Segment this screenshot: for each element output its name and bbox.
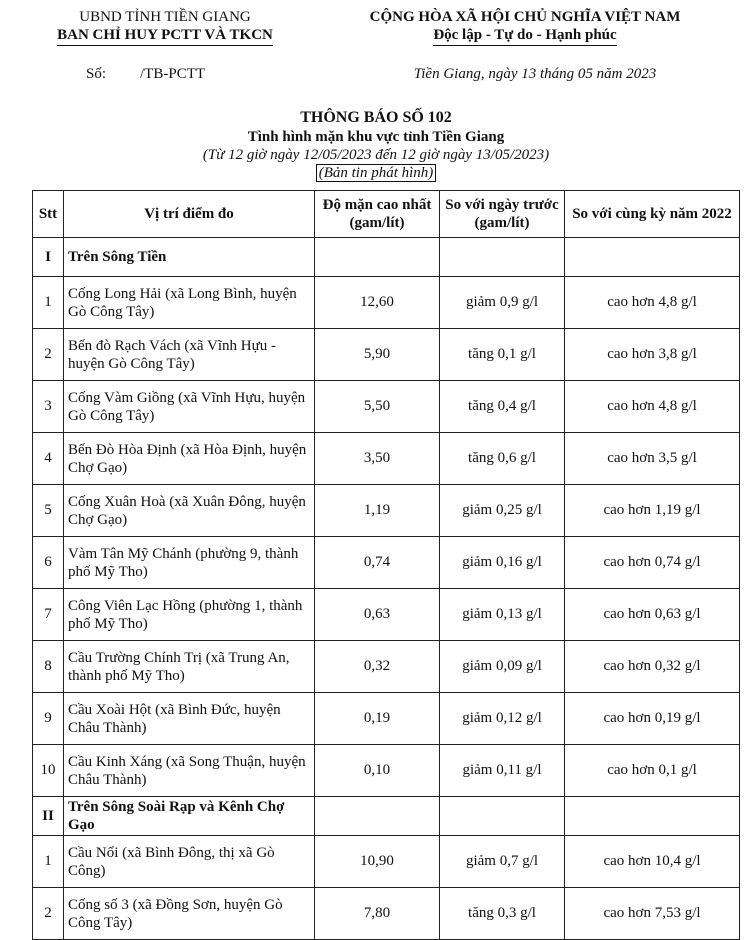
header-max-salinity: Độ mặn cao nhất (gam/lít) — [315, 191, 440, 238]
cell-location: Cầu Kinh Xáng (xã Song Thuận, huyện Châu Thành) — [64, 745, 315, 797]
nation-line1: CỘNG HÒA XÃ HỘI CHỦ NGHĨA VIỆT NAM — [369, 9, 681, 25]
cell-location: Bến Đò Hòa Định (xã Hòa Định, huyện Chợ Gạo) — [64, 433, 315, 485]
cell-location: Cống số 3 (xã Đồng Sơn, huyện Gò Công Tây) — [64, 888, 315, 940]
cell-vs-last-year: cao hơn 3,5 g/l — [565, 433, 740, 485]
cell-location: Vàm Tân Mỹ Chánh (phường 9, thành phố Mỹ Tho) — [64, 537, 315, 589]
empty-cell — [315, 797, 440, 836]
empty-cell — [440, 238, 565, 277]
cell-vs-previous-day: giảm 0,11 g/l — [440, 745, 565, 797]
header-vs-last-year: So với cùng kỳ năm 2022 — [565, 191, 740, 238]
document-number — [86, 66, 205, 83]
cell-stt: 7 — [33, 589, 64, 641]
cell-vs-previous-day: giảm 0,7 g/l — [440, 836, 565, 888]
cell-vs-last-year: cao hơn 0,19 g/l — [565, 693, 740, 745]
table-row — [33, 693, 740, 745]
cell-max-salinity: 0,19 — [315, 693, 440, 745]
table-row — [33, 745, 740, 797]
table-row — [33, 641, 740, 693]
table-row — [33, 836, 740, 888]
section-row — [33, 238, 740, 277]
empty-cell — [565, 797, 740, 836]
cell-vs-last-year: cao hơn 7,53 g/l — [565, 888, 740, 940]
cell-stt: 9 — [33, 693, 64, 745]
cell-vs-last-year: cao hơn 0,74 g/l — [565, 537, 740, 589]
empty-cell — [315, 238, 440, 277]
cell-location: Công Viên Lạc Hồng (phường 1, thành phố Mỹ Tho) — [64, 589, 315, 641]
cell-stt: 1 — [33, 277, 64, 329]
header-stt: Stt — [33, 191, 64, 238]
cell-vs-previous-day: giảm 0,12 g/l — [440, 693, 565, 745]
table-row — [33, 589, 740, 641]
nation-line2 — [320, 26, 730, 46]
cell-max-salinity: 0,10 — [315, 745, 440, 797]
cell-location: Cầu Xoài Hột (xã Bình Đức, huyện Châu Thành) — [64, 693, 315, 745]
cell-vs-last-year: cao hơn 0,32 g/l — [565, 641, 740, 693]
nation-motto: Độc lập - Tự do - Hạnh phúc — [433, 26, 616, 46]
agency-line2 — [20, 26, 310, 46]
number-suffix: /TB-PCTT — [140, 66, 206, 82]
cell-max-salinity: 10,90 — [315, 836, 440, 888]
document-date: Tiền Giang, ngày 13 tháng 05 năm 2023 — [413, 66, 657, 82]
empty-cell — [440, 797, 565, 836]
cell-stt: 10 — [33, 745, 64, 797]
header-vs-previous-day: So với ngày trước (gam/lít) — [440, 191, 565, 238]
cell-vs-previous-day: tăng 0,3 g/l — [440, 888, 565, 940]
cell-max-salinity: 0,63 — [315, 589, 440, 641]
section-id: I — [33, 238, 64, 277]
section-id: II — [33, 797, 64, 836]
cell-max-salinity: 3,50 — [315, 433, 440, 485]
cell-location: Cầu Nổi (xã Bình Đông, thị xã Gò Công) — [64, 836, 315, 888]
cell-max-salinity: 0,74 — [315, 537, 440, 589]
title-block — [0, 108, 752, 182]
cell-vs-last-year: cao hơn 4,8 g/l — [565, 381, 740, 433]
cell-max-salinity: 0,32 — [315, 641, 440, 693]
cell-max-salinity: 5,50 — [315, 381, 440, 433]
agency-header — [20, 8, 310, 46]
table-row — [33, 381, 740, 433]
cell-vs-last-year: cao hơn 1,19 g/l — [565, 485, 740, 537]
cell-max-salinity: 7,80 — [315, 888, 440, 940]
section-name: Trên Sông Tiền — [64, 238, 315, 277]
table-row — [33, 433, 740, 485]
cell-max-salinity: 1,19 — [315, 485, 440, 537]
table-header-row — [33, 191, 740, 238]
table-row — [33, 888, 740, 940]
cell-stt: 6 — [33, 537, 64, 589]
cell-location: Bến đò Rạch Vách (xã Vĩnh Hựu - huyện Gò Công Tây) — [64, 329, 315, 381]
cell-vs-last-year: cao hơn 3,8 g/l — [565, 329, 740, 381]
table-row — [33, 537, 740, 589]
cell-stt: 1 — [33, 836, 64, 888]
number-label: Số: — [86, 66, 107, 82]
salinity-table — [32, 190, 740, 940]
cell-stt: 3 — [33, 381, 64, 433]
notice-title: THÔNG BÁO SỐ 102 — [300, 109, 452, 126]
notice-period: (Từ 12 giờ ngày 12/05/2023 đến 12 giờ ngày 13/05/2023) — [202, 147, 550, 163]
cell-vs-previous-day: giảm 0,16 g/l — [440, 537, 565, 589]
header-location: Vị trí điểm đo — [64, 191, 315, 238]
cell-location: Cống Long Hải (xã Long Bình, huyện Gò Công Tây) — [64, 277, 315, 329]
table-row — [33, 485, 740, 537]
cell-vs-last-year: cao hơn 10,4 g/l — [565, 836, 740, 888]
cell-vs-previous-day: tăng 0,4 g/l — [440, 381, 565, 433]
cell-stt: 4 — [33, 433, 64, 485]
agency-line2-text: BAN CHỈ HUY PCTT VÀ TKCN — [57, 26, 273, 46]
cell-location: Cống Vàm Giồng (xã Vĩnh Hựu, huyện Gò Công Tây) — [64, 381, 315, 433]
cell-stt: 2 — [33, 329, 64, 381]
cell-max-salinity: 5,90 — [315, 329, 440, 381]
notice-subtitle: Tình hình mặn khu vực tỉnh Tiền Giang — [247, 129, 505, 145]
cell-vs-previous-day: giảm 0,13 g/l — [440, 589, 565, 641]
cell-vs-previous-day: giảm 0,09 g/l — [440, 641, 565, 693]
notice-edition — [0, 164, 752, 182]
section-name: Trên Sông Soài Rạp và Kênh Chợ Gạo — [64, 797, 315, 836]
empty-cell — [565, 238, 740, 277]
nation-header — [320, 8, 730, 46]
cell-vs-previous-day: tăng 0,6 g/l — [440, 433, 565, 485]
cell-vs-previous-day: tăng 0,1 g/l — [440, 329, 565, 381]
cell-location: Cống Xuân Hoà (xã Xuân Đông, huyện Chợ Gạo) — [64, 485, 315, 537]
cell-location: Cầu Trường Chính Trị (xã Trung An, thành phố Mỹ Tho) — [64, 641, 315, 693]
cell-vs-last-year: cao hơn 0,1 g/l — [565, 745, 740, 797]
cell-max-salinity: 12,60 — [315, 277, 440, 329]
agency-line1: UBND TỈNH TIỀN GIANG — [79, 9, 251, 25]
cell-vs-last-year: cao hơn 0,63 g/l — [565, 589, 740, 641]
table-row — [33, 277, 740, 329]
cell-stt: 8 — [33, 641, 64, 693]
cell-stt: 5 — [33, 485, 64, 537]
notice-edition-text: (Bản tin phát hình) — [316, 164, 437, 182]
section-row — [33, 797, 740, 836]
cell-vs-last-year: cao hơn 4,8 g/l — [565, 277, 740, 329]
cell-stt: 2 — [33, 888, 64, 940]
table-row — [33, 329, 740, 381]
cell-vs-previous-day: giảm 0,25 g/l — [440, 485, 565, 537]
cell-vs-previous-day: giảm 0,9 g/l — [440, 277, 565, 329]
